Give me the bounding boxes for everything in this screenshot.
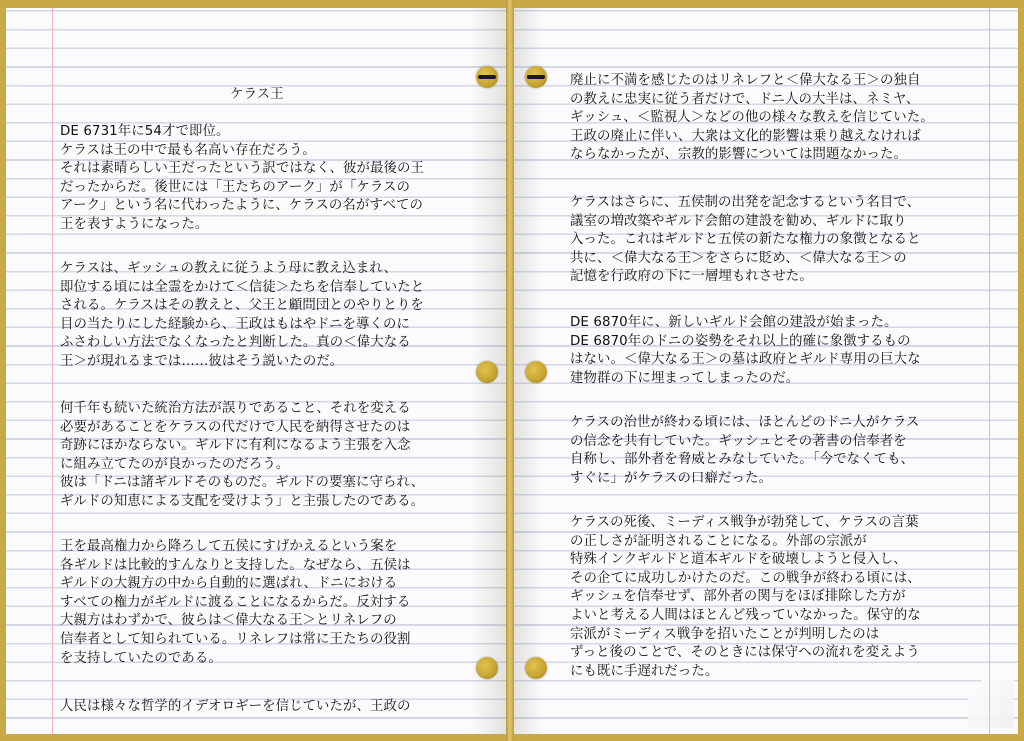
text-line: すぐに」がケラスの口癖だった。 [570, 470, 772, 486]
paragraph [60, 260, 424, 372]
text-line: 記憶を行政府の下に一層埋もれさせた。 [570, 269, 813, 285]
left-page [6, 8, 506, 734]
text-line: 王政の廃止に伴い、大衆は文化的影響は乗り越えなければ [570, 128, 921, 144]
paragraph [570, 194, 921, 287]
text-line: 目の当たりにした経験から、王政はもはやドニを導くのに [60, 316, 410, 332]
text-line: 奇跡にほかならない。ギルドに有利になるよう主張を入念 [60, 438, 411, 454]
text-line: 即位する頃には全霊をかけて＜信徒＞たちを信奉していたと [60, 279, 425, 295]
text-line: される。ケラスはその教えと、父王と顧問団とのやりとりを [60, 298, 424, 314]
text-line: 宗派がミーディス戦争を招いたことが判明したのは [570, 626, 880, 642]
text-line: DE 6870年のドニの姿勢をそれ以上的確に象徴するもの [570, 333, 911, 349]
text-line: その企てに成功しかけたのだ。この戦争が終わる頃には、 [570, 570, 921, 586]
paragraph [570, 414, 919, 488]
page-title: ケラス王 [230, 86, 284, 102]
text-line: DE 6731年に54才で即位。 [60, 124, 230, 139]
text-line: ケラスはさらに、五侯制の出発を記念するという名目で、 [570, 195, 921, 210]
text-line: 必要があることをケラスの代だけで人民を納得させたのは [60, 419, 411, 435]
text-line: を支持していたのである。 [60, 650, 222, 666]
text-line: ずっと後のことで、そのときには保守への流れを変えよう [570, 645, 920, 661]
text-line: 大親方はわずかで、彼らは＜偉大なる王＞とリネレフの [60, 613, 397, 629]
paragraph [570, 514, 921, 681]
text-line: ケラスの死後、ミーディス戦争が勃発して、ケラスの言葉 [570, 515, 919, 530]
text-line: 各ギルドは比較的すんなりと支持した。なぜなら、五侯は [60, 557, 411, 573]
text-line: 彼は「ドニは諸ギルドそのものだ。ギルドの要塞に守られ、 [60, 475, 425, 491]
text-line: ふさわしい方法でなくなったと判断した。真の＜偉大なる [60, 335, 411, 351]
binder-ring-icon [476, 361, 498, 383]
text-line: ギッシュを信奉せず、部外者の関与をほぼ排除した方が [570, 589, 906, 605]
book-spine [506, 0, 514, 741]
text-line: 特殊インクギルドと道本ギルドを破壊しようと侵入し、 [570, 552, 907, 568]
text-line: それは素晴らしい王だったという訳ではなく、彼が最後の王 [60, 161, 424, 177]
binder-ring-icon [525, 657, 547, 679]
text-line: の正しさが証明されることになる。外部の宗派が [570, 533, 867, 549]
text-line: ギルドの大親方の中から自動的に選ばれ、ドニにおける [60, 576, 398, 592]
paragraph [570, 72, 934, 165]
text-line: に組み立てたのが良かったのだろう。 [60, 456, 290, 472]
text-line: 共に、＜偉大なる王＞をさらに貶め、＜偉大なる王＞の [570, 250, 907, 266]
binder-ring-icon [476, 657, 498, 679]
text-line: ケラスは、ギッシュの教えに従うよう母に教え込まれ、 [60, 261, 398, 276]
binder-ring-icon [525, 66, 547, 88]
text-line: すべての権力がギルドに渡ることになるからだ。反対する [60, 594, 411, 610]
paragraph [60, 538, 411, 668]
text-line: はない。＜偉大なる王＞の墓は政府とギルド専用の巨大な [570, 352, 921, 368]
text-line: 王を表すようになった。 [60, 216, 209, 232]
text-line: ならなかったが、宗教的影響については問題なかった。 [570, 147, 907, 163]
page-corner-curl [968, 680, 1014, 728]
text-line: 信奉者として知られている。リネレフは常に王たちの役割 [60, 631, 411, 647]
text-line: 何千年も続いた統治方法が誤りであること、それを変える [60, 401, 411, 416]
binder-ring-icon [525, 361, 547, 383]
right-page [514, 8, 1018, 734]
paragraph [60, 698, 411, 717]
binder-ring-icon [476, 66, 498, 88]
paragraph [570, 314, 921, 388]
text-line: 建物群の下に埋まってしまったのだ。 [570, 370, 800, 386]
text-line: ケラスは王の中で最も名高い存在だろう。 [60, 142, 316, 158]
text-line: アーク」という名に代わったように、ケラスの名がすべての [60, 198, 424, 214]
text-line: 王＞が現れるまでは……彼はそう説いたのだ。 [60, 353, 344, 369]
text-line: にも既に手遅れだった。 [570, 663, 719, 679]
text-line: の信念を共有していた。ギッシュとその著書の信奉者を [570, 433, 907, 449]
text-line: の教えに忠実に従う者だけで、ドニ人の大半は、ネミヤ、 [570, 91, 920, 107]
text-line: 廃止に不満を感じたのはリネレフと＜偉大なる王＞の独自 [570, 73, 921, 88]
text-line: ギルドの知恵による支配を受けよう」と主張したのである。 [60, 493, 425, 509]
text-line: だったからだ。後世には「王たちのアーク」が「ケラスの [60, 179, 410, 195]
text-line: よいと考える人間はほとんど残っていなかった。保守的な [570, 607, 921, 623]
text-line: 人民は様々な哲学的イデオロギーを信じていたが、王政の [60, 699, 411, 714]
text-line: DE 6870年に、新しいギルド会館の建設が始まった。 [570, 315, 898, 330]
text-line: ギッシュ、＜監視人＞などの他の様々な教えを信じていた。 [570, 110, 934, 126]
paragraph [60, 123, 424, 235]
text-line: 王を最高権力から降ろして五侯にすげかえるという案を [60, 539, 398, 554]
text-line: 入った。これはギルドと五侯の新たな権力の象徴となると [570, 232, 921, 248]
text-line: 自称し、部外者を脅威とみなしていた。「今でなくても、 [570, 452, 915, 468]
paragraph [60, 400, 424, 512]
text-line: 議室の増改築やギルド会館の建設を勧め、ギルドに取り [570, 213, 907, 229]
text-line: ケラスの治世が終わる頃には、ほとんどのドニ人がケラス [570, 415, 920, 430]
